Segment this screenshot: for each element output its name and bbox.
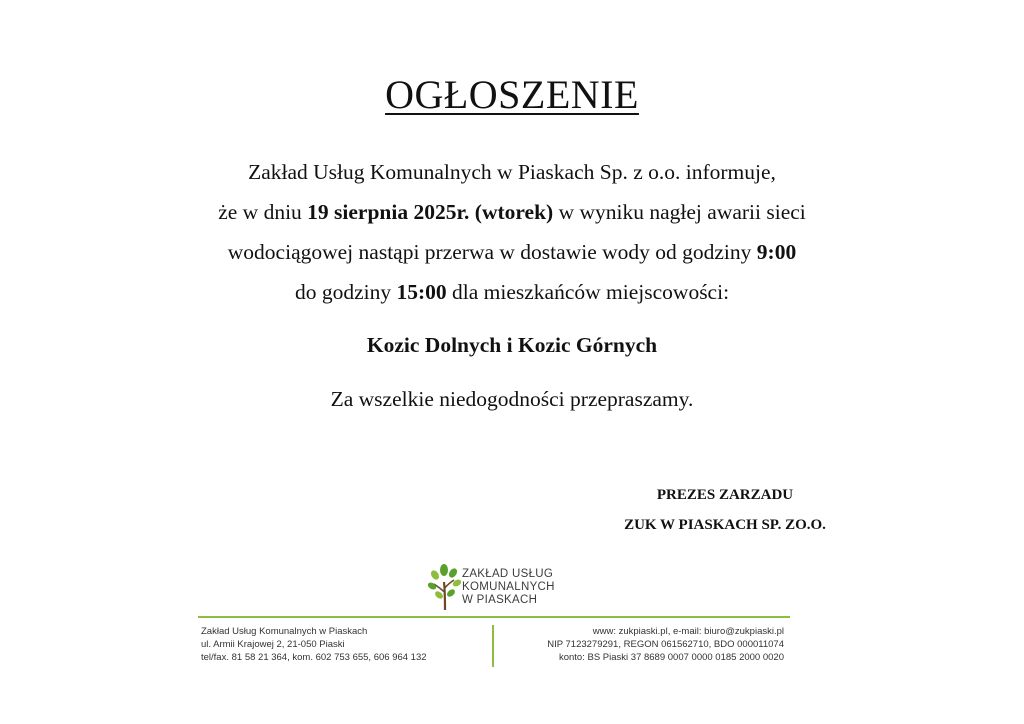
footer-web-email: www: zukpiaski.pl, e-mail: biuro@zukpiaski.pl (592, 626, 784, 637)
footer-phones: tel/fax. 81 58 21 364, kom. 602 753 655, 606 964 132 (201, 652, 427, 663)
footer-street: ul. Armii Krajowej 2, 21-050 Piaski (201, 639, 345, 650)
body-line-4 (0, 272, 1024, 312)
apology-text: Za wszelkie niedogodności przepraszamy. (330, 387, 694, 411)
announcement-body (0, 152, 1024, 312)
signature-role: PREZES ZARZADU (656, 487, 794, 503)
body-line-3 (0, 232, 1024, 272)
footer-tax-ids: NIP 7123279291, REGON 061562710, BDO 000011074 (547, 639, 784, 650)
company-logo (428, 562, 608, 616)
body-line-2-start: że w dniu (218, 200, 308, 224)
body-line-1: Zakład Usług Komunalnych w Piaskach Sp. z o.o. informuje, (248, 160, 776, 184)
logo-text (462, 568, 555, 607)
page-title: OGŁOSZENIE (385, 72, 639, 117)
affected-places: Kozic Dolnych i Kozic Górnych (366, 333, 658, 357)
body-line-4-end: dla mieszkańców miejscowości: (446, 280, 730, 304)
body-line-4-start: do godziny (294, 280, 397, 304)
footer-bank-account: konto: BS Piaski 37 8689 0007 0000 0185 2000 0020 (558, 652, 784, 663)
logo-line-2: KOMUNALNYCH (462, 581, 555, 593)
body-line-2-end: w wyniku nagłej awarii sieci (553, 200, 806, 224)
footer-address (201, 625, 427, 664)
footer-contact (547, 625, 784, 664)
footer-company-name: Zakład Usług Komunalnych w Piaskach (201, 626, 368, 637)
outage-date: 19 sierpnia 2025r. (wtorek) (307, 200, 554, 224)
logo-line-3: W PIASKACH (462, 594, 538, 606)
signature-company: ZUK W PIASKACH SP. ZO.O. (624, 517, 826, 533)
logo-line-1: ZAKŁAD USŁUG (462, 568, 554, 580)
start-time: 9:00 (756, 240, 797, 264)
tree-icon (428, 562, 462, 612)
footer-column-divider (492, 625, 494, 667)
signature-block (560, 484, 890, 544)
body-line-2 (0, 192, 1024, 232)
footer-divider (198, 616, 790, 618)
end-time: 15:00 (396, 280, 447, 304)
body-line-3-start: wodociągowej nastąpi przerwa w dostawie wody od godziny (227, 240, 757, 264)
